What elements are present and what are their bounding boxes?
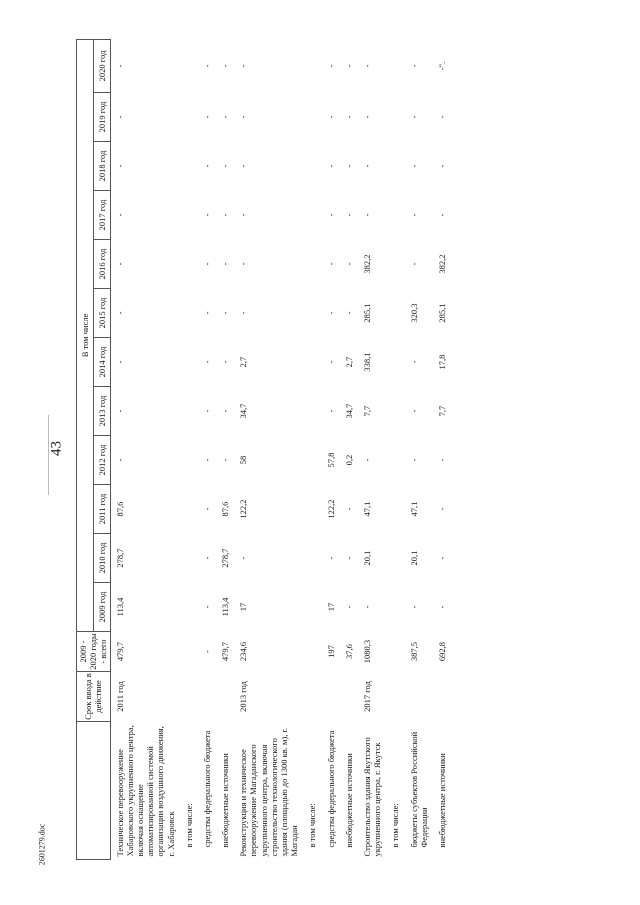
row-year-value: 20,1: [408, 550, 419, 566]
year-header: 2017 год: [93, 191, 110, 240]
row-year-value: [303, 387, 321, 436]
row-year-value: [303, 534, 321, 583]
row-year-value: 2,7: [238, 356, 249, 368]
row-year-value: -: [220, 458, 231, 462]
row-year-value: 122,2: [325, 499, 336, 519]
row-deadline: 2011 год: [114, 681, 125, 712]
row-year-value: -: [325, 213, 336, 217]
row-total: 692,8: [436, 641, 447, 662]
row-year-value: -: [361, 605, 372, 609]
row-year-value: -: [408, 164, 419, 168]
row-year-value: 0,2: [343, 454, 354, 466]
row-total: 37,6: [343, 644, 354, 659]
row-total: 1080,3: [361, 639, 372, 664]
row-year-value: -: [220, 311, 231, 315]
row-year-value: -: [361, 164, 372, 168]
row-deadline: 2013 год: [238, 681, 249, 712]
row-year-value: 2,7: [343, 356, 354, 368]
row-year-value: [303, 485, 321, 534]
row-year-value: 87,6: [114, 501, 125, 517]
row-year-value: -: [238, 164, 249, 168]
row-year-value: 17: [238, 602, 249, 612]
row-year-value: -: [201, 115, 212, 119]
row-year-value: -: [408, 262, 419, 266]
row-year-value: [386, 289, 404, 338]
row-year-value: -: [220, 164, 231, 168]
row-year-value: -: [220, 115, 231, 119]
row-total: 197: [325, 645, 336, 658]
row-year-value: -: [325, 311, 336, 315]
table-row: [198, 39, 216, 859]
row-year-value: [303, 289, 321, 338]
year-header: 2010 год: [93, 534, 110, 583]
row-total: [180, 632, 198, 672]
row-year-value: -: [436, 458, 447, 462]
row-name: в том числе:: [183, 803, 194, 848]
row-year-value: -: [238, 115, 249, 119]
row-name: внебюджетные источники: [343, 753, 354, 848]
row-year-value: 382,2: [361, 254, 372, 274]
row-year-value: -: [361, 458, 372, 462]
row-year-value: 338,1: [361, 352, 372, 372]
row-name: средства федерального бюджета: [201, 730, 212, 848]
year-header: 2016 год: [93, 240, 110, 289]
rotated-table-sheet: [76, 40, 621, 860]
row-year-value: -: [201, 64, 212, 68]
row-year-value: -: [408, 409, 419, 413]
table-row: [358, 39, 386, 859]
row-year-value: -: [408, 360, 419, 364]
row-year-value: 17,8: [436, 354, 447, 370]
row-year-value: 285,1: [436, 303, 447, 323]
row-year-value: [180, 338, 198, 387]
row-year-value: -: [325, 360, 336, 364]
row-year-value: -: [361, 115, 372, 119]
in-that-number-header: В том числе: [77, 39, 94, 631]
row-year-value: -: [201, 262, 212, 266]
row-total: -: [201, 650, 212, 653]
total-column-header: 2009 - 2020 годы - всего: [78, 633, 109, 670]
row-name: Строительство здания Якутского укрупненного центра, г. Якутск: [361, 737, 383, 857]
row-year-value: -: [436, 115, 447, 119]
row-year-value: -: [114, 115, 125, 119]
row-year-value: [180, 436, 198, 485]
row-year-value: 17: [325, 602, 336, 612]
row-deadline: 2017 год: [361, 681, 372, 712]
row-deadline: [433, 672, 451, 722]
row-year-value: [386, 583, 404, 632]
row-year-value: 20,1: [361, 550, 372, 566]
year-header: 2012 год: [93, 436, 110, 485]
row-year-value: 7,7: [361, 405, 372, 417]
row-year-value: -: [343, 311, 354, 315]
year-header: 2011 год: [93, 485, 110, 534]
table-row: [110, 39, 180, 859]
document-footer: 2601279.doc: [37, 823, 47, 866]
row-year-value: [386, 93, 404, 142]
row-year-value: 113,4: [114, 597, 125, 617]
row-year-value: -: [238, 556, 249, 560]
financing-table: [76, 39, 451, 860]
row-year-value: -: [325, 164, 336, 168]
row-name: внебюджетные источники: [436, 753, 447, 848]
year-header: 2013 год: [93, 387, 110, 436]
margin-mark: [48, 415, 49, 495]
row-year-value: -: [201, 458, 212, 462]
row-total: 387,5: [408, 641, 419, 662]
row-year-value: -: [238, 311, 249, 315]
row-year-value: -: [343, 262, 354, 266]
row-year-value: -: [201, 605, 212, 609]
row-year-value: [180, 142, 198, 191]
row-year-value: -: [220, 360, 231, 364]
table-body: [110, 39, 451, 859]
row-total: [386, 632, 404, 672]
row-year-value: 34,7: [238, 403, 249, 419]
row-year-value: 320,3: [408, 303, 419, 323]
row-year-value: -: [436, 605, 447, 609]
row-year-value: 113,4: [220, 597, 231, 617]
row-year-value: -: [114, 311, 125, 315]
row-year-value: [180, 39, 198, 92]
year-header: 2020 год: [93, 39, 110, 92]
row-year-value: 57,8: [325, 452, 336, 468]
row-year-value: -: [114, 409, 125, 413]
row-year-value: 278,7: [114, 548, 125, 568]
row-total: 234,6: [238, 641, 249, 662]
row-year-value: [180, 240, 198, 289]
row-year-value: [180, 485, 198, 534]
row-year-value: [180, 583, 198, 632]
row-year-value: -: [220, 262, 231, 266]
row-year-value: -: [114, 458, 125, 462]
row-year-value: 7,7: [436, 405, 447, 417]
row-year-value: [180, 387, 198, 436]
name-column-header: [77, 722, 111, 860]
row-year-value: [180, 191, 198, 240]
row-year-value: -: [325, 556, 336, 560]
row-year-value: -: [325, 409, 336, 413]
row-year-value: -: [325, 64, 336, 68]
row-year-value: [386, 191, 404, 240]
row-year-value: -: [201, 507, 212, 511]
row-year-value: -: [201, 556, 212, 560]
row-year-value: -: [436, 556, 447, 560]
row-year-value: -: [343, 164, 354, 168]
row-name: Техническое перевооружение Хабаровского укрупненного центра, включая оснащение автоматизированной системой организации воздушного движения, г. Хабаровск: [114, 725, 176, 857]
row-year-value: -: [114, 213, 125, 217]
row-year-value: [386, 39, 404, 92]
row-year-value: -: [114, 262, 125, 266]
row-year-value: -: [343, 605, 354, 609]
row-year-value: 58: [238, 455, 249, 465]
row-year-value: -: [238, 262, 249, 266]
row-year-value: -: [114, 164, 125, 168]
row-year-value: -: [343, 213, 354, 217]
row-year-value: [303, 436, 321, 485]
row-deadline: [198, 672, 216, 722]
row-year-value: -: [408, 605, 419, 609]
row-year-value: [386, 240, 404, 289]
row-year-value: 122,2: [238, 499, 249, 519]
row-year-value: -".: [436, 61, 447, 71]
row-year-value: -: [220, 409, 231, 413]
row-year-value: -: [408, 64, 419, 68]
year-header: 2019 год: [93, 93, 110, 142]
row-year-value: -: [361, 64, 372, 68]
row-year-value: 382,2: [436, 254, 447, 274]
table-row: [303, 39, 321, 859]
table-row: [340, 39, 358, 859]
row-deadline: [180, 672, 198, 722]
row-year-value: [386, 485, 404, 534]
row-year-value: 87,6: [220, 501, 231, 517]
table-row: [322, 39, 340, 859]
row-year-value: 47,1: [408, 501, 419, 517]
row-year-value: -: [436, 507, 447, 511]
year-header: 2009 год: [93, 583, 110, 632]
row-year-value: [303, 142, 321, 191]
row-deadline: [386, 672, 404, 722]
deadline-column-header: Срок ввода в действие: [77, 672, 111, 722]
row-year-value: -: [238, 213, 249, 217]
row-year-value: -: [343, 64, 354, 68]
table-row: [216, 39, 234, 859]
row-year-value: 47,1: [361, 501, 372, 517]
row-name: Реконструкция и техническое перевооружение Магаданского укрупненного центра, включая строительство технологического здания (площадью до 1300 кв. м), г. Магадан: [238, 727, 300, 857]
row-name: бюджеты субъектов Российской Федерации: [408, 731, 429, 848]
row-year-value: -: [201, 311, 212, 315]
row-year-value: -: [436, 213, 447, 217]
row-year-value: -: [408, 213, 419, 217]
row-year-value: -: [436, 164, 447, 168]
row-year-value: -: [408, 115, 419, 119]
row-year-value: [303, 93, 321, 142]
row-year-value: -: [361, 213, 372, 217]
row-year-value: [180, 93, 198, 142]
row-year-value: [386, 387, 404, 436]
row-year-value: 278,7: [220, 548, 231, 568]
row-deadline: [322, 672, 340, 722]
row-year-value: [386, 338, 404, 387]
table-row: [433, 39, 451, 859]
row-deadline: [216, 672, 234, 722]
year-header: 2014 год: [93, 338, 110, 387]
row-year-value: -: [343, 507, 354, 511]
row-name: внебюджетные источники: [220, 753, 231, 848]
row-year-value: [180, 534, 198, 583]
row-year-value: -: [408, 458, 419, 462]
row-year-value: -: [325, 262, 336, 266]
row-year-value: -: [343, 115, 354, 119]
row-name: средства федерального бюджета: [325, 730, 336, 848]
year-header: 2015 год: [93, 289, 110, 338]
row-total: 479,7: [220, 641, 231, 662]
row-deadline: [340, 672, 358, 722]
year-header: 2018 год: [93, 142, 110, 191]
row-year-value: [386, 142, 404, 191]
row-year-value: -: [201, 164, 212, 168]
row-year-value: 285,1: [361, 303, 372, 323]
row-year-value: -: [220, 213, 231, 217]
row-year-value: -: [114, 64, 125, 68]
row-year-value: -: [114, 360, 125, 364]
row-year-value: [386, 436, 404, 485]
row-year-value: -: [325, 115, 336, 119]
row-deadline: [405, 672, 433, 722]
row-name: в том числе:: [390, 803, 401, 848]
row-year-value: [303, 240, 321, 289]
table-row: [234, 39, 303, 859]
row-year-value: -: [201, 213, 212, 217]
row-year-value: 34,7: [343, 403, 354, 419]
row-year-value: [303, 39, 321, 92]
table-row: [386, 39, 404, 859]
row-total: 479,7: [114, 641, 125, 662]
row-total: [303, 632, 321, 672]
row-year-value: -: [220, 64, 231, 68]
page-number: 43: [48, 441, 65, 456]
row-year-value: [303, 338, 321, 387]
row-year-value: -: [238, 64, 249, 68]
row-year-value: [386, 534, 404, 583]
row-deadline: [303, 672, 321, 722]
row-year-value: [180, 289, 198, 338]
row-year-value: [303, 191, 321, 240]
row-year-value: -: [201, 360, 212, 364]
row-year-value: -: [343, 556, 354, 560]
row-year-value: -: [201, 409, 212, 413]
row-year-value: [303, 583, 321, 632]
table-row: [180, 39, 198, 859]
table-row: [405, 39, 433, 859]
row-name: в том числе:: [307, 803, 318, 848]
